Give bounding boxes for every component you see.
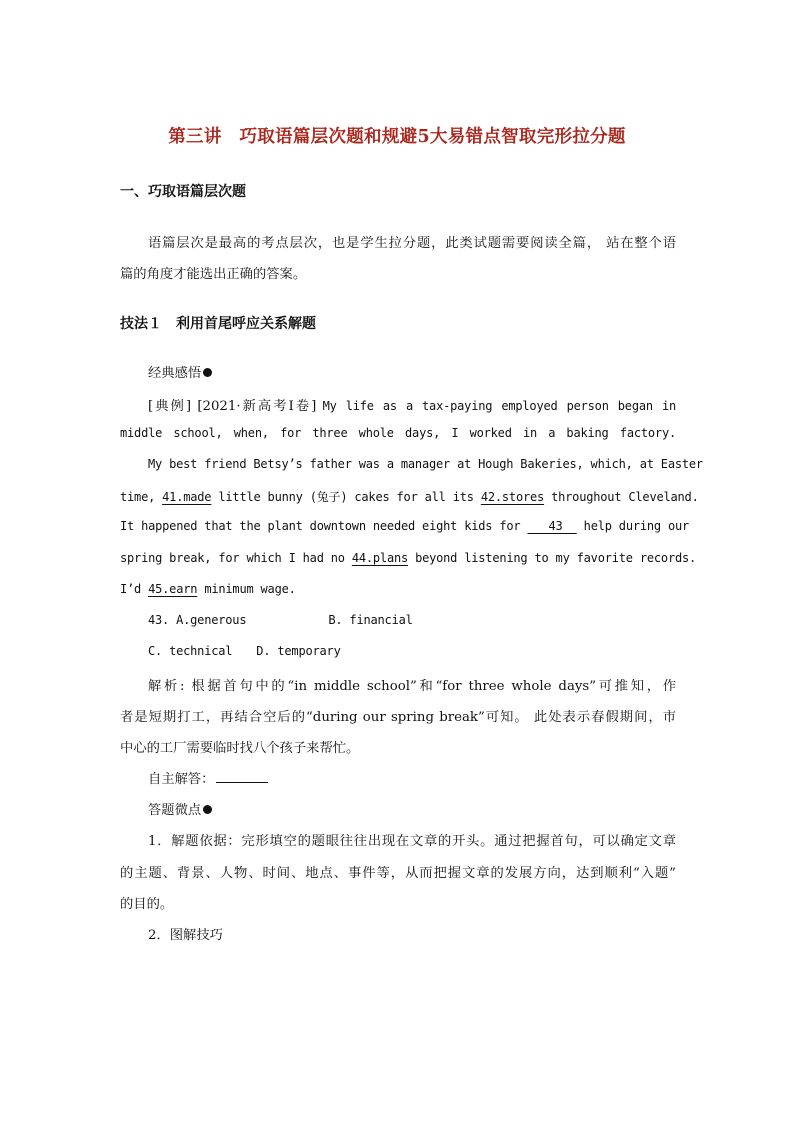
- tips-p1-line-2: 的主题、背景、人物、时间、地点、事件等，从而把握文章的发展方向，达到顺利“入题”: [120, 866, 676, 881]
- example-text: My life as a tax-paying employed person began in: [322, 399, 676, 413]
- blank-45: 45.earn: [148, 582, 198, 596]
- text-fragment: beyond listening to my favorite records.: [415, 551, 697, 565]
- options-row-1: [148, 613, 676, 627]
- example-line-1: [148, 395, 676, 414]
- self-answer-blank[interactable]: [216, 770, 268, 783]
- text-fragment: help during our: [583, 519, 690, 533]
- option-d: D. temporary: [256, 644, 341, 658]
- black-circle-bullet-icon: [203, 805, 212, 814]
- example-line-2: middle school, when, for three whole days, I worked in a baking factory.: [120, 426, 676, 440]
- tips-label: 答题微点: [148, 803, 202, 818]
- blank-41: 41.made: [162, 490, 212, 504]
- text-fragment: throughout Cleveland.: [551, 490, 699, 504]
- text-fragment: little bunny (兔子) cakes for all its: [218, 490, 474, 504]
- example-line-5: [120, 519, 690, 533]
- example-source: [2021·新高考Ⅰ卷]: [197, 399, 317, 414]
- blank-43-number: 43: [548, 519, 563, 533]
- classic-label-text: 经典感悟: [148, 366, 202, 381]
- example-line-6: [120, 551, 697, 565]
- blank-42: 42.stores: [480, 490, 545, 504]
- technique-heading: 技法１ 利用首尾呼应关系解题: [120, 316, 316, 332]
- classic-label: [148, 362, 676, 381]
- example-label: [典例]: [148, 399, 192, 414]
- self-answer-label: 自主解答：: [148, 772, 215, 787]
- tips-p1-line-1: 1．解题依据：完形填空的题眼往往出现在文章的开头。通过把握首句，可以确定文章: [148, 834, 676, 849]
- text-fragment: It happened that the plant downtown needed eight kids for: [120, 519, 521, 533]
- tips-p2: 2．图解技巧: [148, 928, 223, 943]
- section-heading: 一、巧取语篇层次题: [120, 184, 246, 200]
- blank-43: [527, 519, 576, 533]
- black-circle-bullet-icon: [203, 368, 212, 377]
- analysis-line-2: 者是短期打工，再结合空后的“during our spring break”可知。 此处表示春假期间，市: [120, 710, 676, 725]
- option-c: C. technical: [148, 644, 233, 658]
- text-fragment: spring break, for which I had no: [120, 551, 345, 565]
- example-line-4: [120, 488, 699, 505]
- example-line-7: [120, 582, 676, 596]
- intro-line-1: 语篇层次是最高的考点层次，也是学生拉分题，此类试题需要阅读全篇， 站在整个语: [148, 236, 676, 251]
- self-answer-row: [148, 768, 676, 787]
- tips-p1-line-3: 的目的。: [120, 897, 174, 912]
- text-fragment: I’d: [120, 582, 142, 596]
- analysis-line-1: [148, 675, 676, 694]
- option-a: 43. A.generous: [148, 613, 247, 627]
- intro-line-2: 篇的角度才能选出正确的答案。: [120, 267, 307, 282]
- page-title: 第三讲 巧取语篇层次题和规避5大易错点智取完形拉分题: [168, 127, 626, 147]
- text-fragment: time,: [120, 490, 156, 504]
- blank-44: 44.plans: [351, 551, 409, 565]
- analysis-label: 解析:: [148, 679, 185, 694]
- analysis-text: 根据首句中的“in middle school”和“for three whole days”可推知，作: [191, 679, 676, 694]
- text-fragment: minimum wage.: [204, 582, 296, 596]
- analysis-line-3: 中心的工厂需要临时找八个孩子来帮忙。: [120, 741, 360, 756]
- option-b: B. financial: [328, 613, 413, 627]
- tips-label-row: [148, 799, 676, 818]
- options-row-2: [148, 644, 676, 658]
- example-line-3: My best friend Betsy’s father was a manager at Hough Bakeries, which, at Easter: [148, 457, 703, 471]
